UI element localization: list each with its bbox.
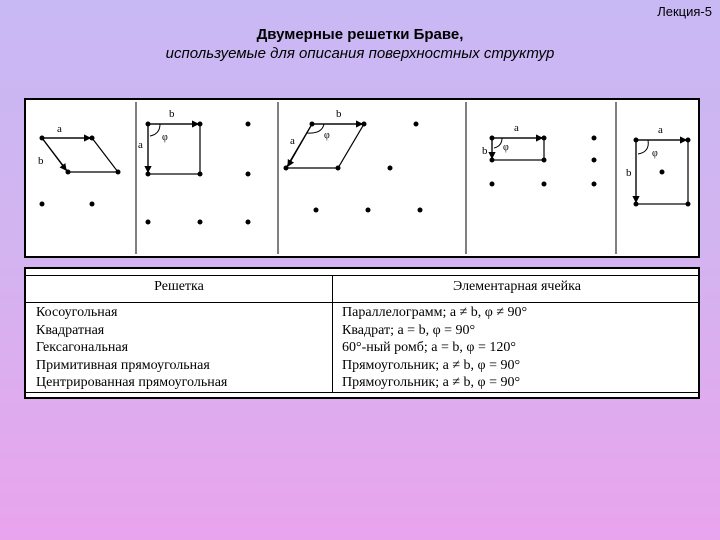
lattice-point [246, 220, 251, 225]
primitive-rectangular-lattice [482, 122, 597, 187]
lattice-point [418, 208, 423, 213]
title-block [0, 26, 720, 62]
lattice-point [686, 138, 691, 143]
lattice-column [36, 304, 227, 392]
lattice-point [388, 166, 393, 171]
label-b: b [482, 145, 488, 157]
vector-b [42, 138, 66, 170]
lattice-point [146, 172, 151, 177]
lattice-point [592, 182, 597, 187]
square-cell [148, 124, 200, 174]
oblique-lattice [38, 123, 121, 207]
bravais-table [24, 267, 700, 399]
oblique-cell [42, 138, 118, 172]
label-b: b [336, 108, 342, 120]
lattice-point [336, 166, 341, 171]
square-lattice [138, 108, 251, 225]
lattice-point [90, 136, 95, 141]
lecture-label: Лекция-5 [657, 4, 712, 19]
rectangular-cell [492, 138, 544, 160]
bravais-lattices-figure [24, 98, 700, 258]
lattice-point [414, 122, 419, 127]
table-row-lattice: Гексагональная [36, 340, 129, 355]
table-row-lattice: Косоугольная [36, 305, 118, 320]
lattice-point [542, 136, 547, 141]
table-row-lattice: Примитивная прямоугольная [36, 357, 210, 373]
label-b: b [626, 167, 632, 179]
lattice-point [116, 170, 121, 175]
lattice-point [246, 172, 251, 177]
label-b: b [169, 108, 175, 120]
col-header-cell: Элементарная ячейка [453, 279, 581, 294]
centered-rectangular-lattice [626, 124, 691, 207]
table-row-cell: Квадрат; a = b, φ = 90° [342, 322, 476, 338]
lattice-point [366, 208, 371, 213]
lattice-point [660, 170, 665, 175]
lattice-diagrams [26, 100, 698, 256]
lattice-point [490, 182, 495, 187]
lattice-point [310, 122, 315, 127]
table-row-lattice: Квадратная [36, 322, 105, 338]
lattice-point [198, 172, 203, 177]
lattice-point [686, 202, 691, 207]
lattice-point [40, 136, 45, 141]
lattice-point [592, 136, 597, 141]
column-divider [332, 275, 333, 393]
angle-arc [638, 140, 648, 154]
table-row-cell: Прямоугольник; a ≠ b, φ = 90° [342, 375, 521, 390]
label-a: a [658, 124, 663, 136]
label-a: a [514, 122, 519, 134]
label-phi: φ [652, 148, 658, 159]
lattice-point [362, 122, 367, 127]
table-row-cell: Параллелограмм; a ≠ b, φ ≠ 90° [342, 305, 528, 320]
angle-arc [150, 124, 160, 136]
lattice-point [40, 202, 45, 207]
lattice-point [198, 220, 203, 225]
lattice-point [542, 182, 547, 187]
angle-arc [494, 138, 502, 148]
label-phi: φ [503, 142, 509, 153]
table-header [26, 275, 698, 303]
label-a: a [138, 139, 143, 151]
label-b: b [38, 155, 44, 167]
col-header-lattice: Решетка [154, 279, 204, 294]
lattice-point [314, 208, 319, 213]
lattice-point [146, 220, 151, 225]
lattice-point [592, 158, 597, 163]
page-subtitle: используемые для описания поверхностных структур [165, 45, 555, 62]
table-row-cell: 60°-ный ромб; a = b, φ = 120° [342, 340, 516, 355]
table-bottom-rule [26, 392, 698, 393]
page-title: Двумерные решетки Браве, [256, 26, 464, 43]
lattice-point [490, 158, 495, 163]
lattice-point [634, 138, 639, 143]
table-row-lattice: Центрированная прямоугольная [36, 375, 228, 390]
lattice-point [66, 170, 71, 175]
label-phi: φ [324, 130, 330, 141]
lattice-point [146, 122, 151, 127]
lattice-point [490, 136, 495, 141]
lattice-point [198, 122, 203, 127]
lattice-point [284, 166, 289, 171]
lattice-point [542, 158, 547, 163]
lattice-point [90, 202, 95, 207]
cell-column [342, 304, 527, 392]
label-a: a [290, 135, 295, 147]
label-phi: φ [162, 132, 168, 143]
lattice-point [246, 122, 251, 127]
hexagonal-lattice [284, 108, 423, 213]
table-row-cell: Прямоугольник; a ≠ b, φ = 90° [342, 357, 521, 373]
label-a: a [57, 123, 62, 135]
lattice-point [634, 202, 639, 207]
